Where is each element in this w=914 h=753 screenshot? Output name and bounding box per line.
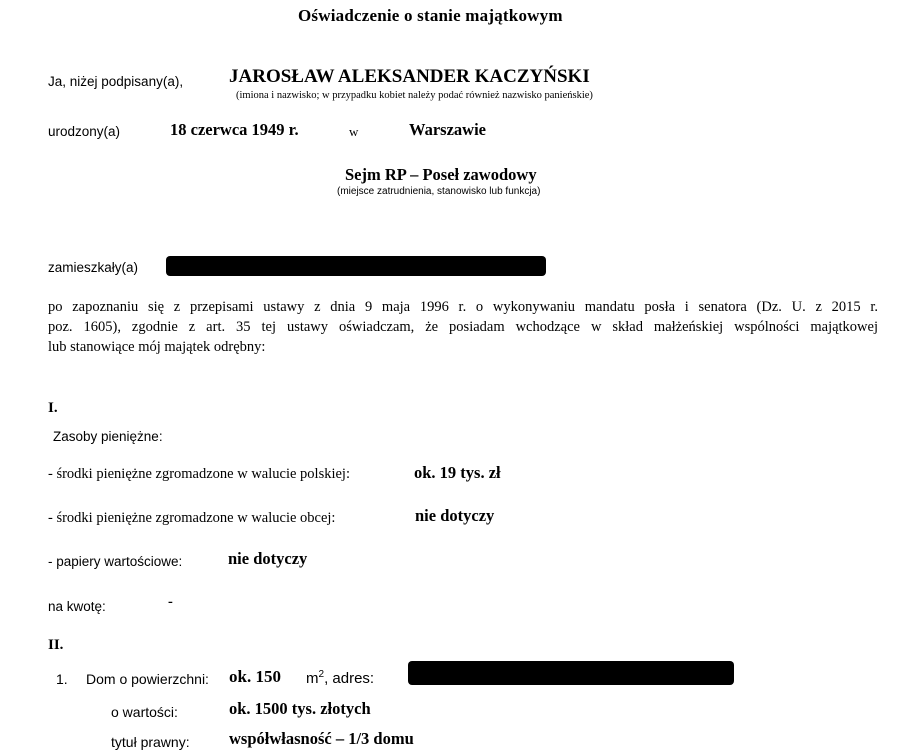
section-1-heading: I.	[48, 400, 58, 416]
title-value: współwłasność – 1/3 domu	[229, 729, 414, 748]
title-label: tytuł prawny:	[111, 734, 190, 750]
house-address-label: , adres:	[324, 670, 375, 687]
intro-line-3: lub stanowiące mój majątek odrębny:	[48, 339, 266, 355]
foreign-label: - środki pieniężne zgromadzone w walucie obcej:	[48, 510, 336, 526]
intro-line-1: po zapoznaniu się z przepisami ustawy z dnia 9 maja 1996 r. o wykonywaniu mandatu posła i senatora (Dz. U. z 2015 r.	[48, 299, 878, 315]
house-label: Dom o powierzchni:	[86, 671, 209, 687]
house-unit-sup: 2	[318, 669, 325, 680]
birth-in-label: w	[349, 124, 359, 139]
birth-date: 18 czerwca 1949 r.	[170, 120, 299, 139]
document-title: Oświadczenie o stanie majątkowym	[298, 6, 563, 25]
section-1-subheading: Zasoby pieniężne:	[53, 429, 163, 444]
foreign-value: nie dotyczy	[415, 506, 495, 525]
birth-place: Warszawie	[409, 120, 486, 139]
item-number: 1.	[56, 671, 68, 687]
declarant-name-hint: (imiona i nazwisko; w przypadku kobiet należy podać również nazwisko panieńskie)	[236, 90, 593, 101]
intro-line-2: poz. 1605), zgodnie z art. 35 tej ustawy oświadczam, że posiadam wchodzące w skład małżeńskiej wspólności majątkowej	[48, 319, 878, 335]
pln-value: ok. 19 tys. zł	[414, 463, 501, 482]
house-address-redaction	[408, 661, 734, 685]
house-unit-wrap	[306, 669, 374, 687]
employment-hint: (miejsce zatrudnienia, stanowisko lub funkcja)	[337, 186, 541, 197]
employment-value: Sejm RP – Poseł zawodowy	[345, 165, 537, 184]
section-2-heading: II.	[48, 637, 64, 653]
amount-value: -	[168, 594, 173, 610]
house-value: ok. 1500 tys. złotych	[229, 699, 371, 718]
securities-label: - papiery wartościowe:	[48, 554, 183, 569]
residence-redaction	[166, 256, 546, 276]
declarant-label: Ja, niżej podpisany(a),	[48, 74, 184, 89]
residence-label: zamieszkały(a)	[48, 260, 139, 275]
birth-label: urodzony(a)	[48, 124, 121, 139]
securities-value: nie dotyczy	[228, 549, 308, 568]
declarant-name: JAROSŁAW ALEKSANDER KACZYŃSKI	[229, 66, 590, 87]
amount-label: na kwotę:	[48, 599, 106, 614]
intro-paragraph	[48, 297, 878, 357]
house-unit: m	[306, 670, 319, 687]
pln-label: - środki pieniężne zgromadzone w walucie polskiej:	[48, 466, 350, 482]
house-area: ok. 150	[229, 667, 281, 686]
value-label: o wartości:	[111, 704, 178, 720]
